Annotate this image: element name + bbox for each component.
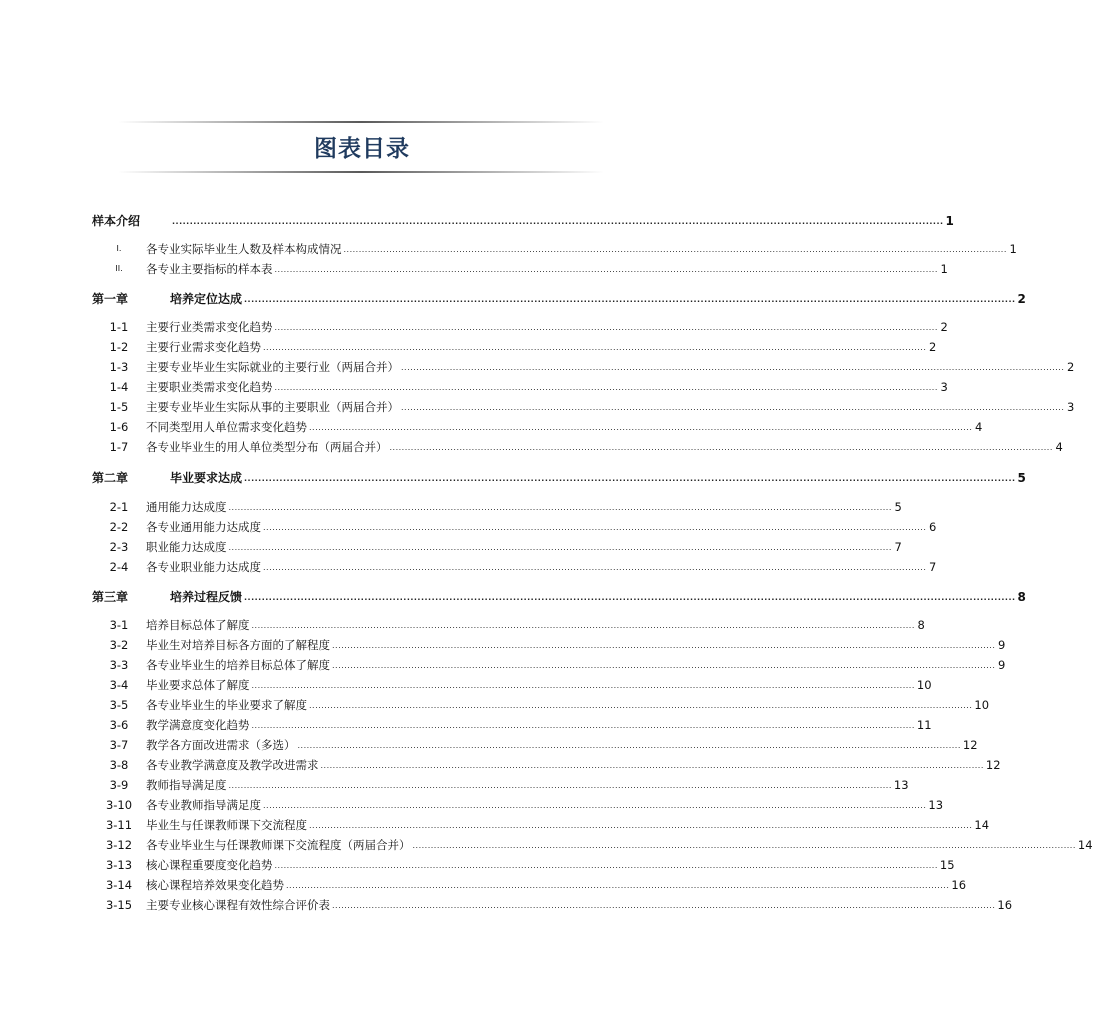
toc-entry-number: 3-5 [109, 698, 129, 712]
toc-page-number: 2 [940, 320, 948, 334]
toc-entry[interactable] [92, 612, 925, 632]
toc-page-number: 2 [929, 340, 937, 354]
toc-entry-number: 1-6 [109, 420, 129, 434]
toc-entry-number: 3-9 [109, 778, 129, 792]
toc-entry-number: 3-8 [109, 758, 129, 772]
toc-entry[interactable] [92, 256, 948, 276]
toc-entry-number: 1-5 [109, 400, 129, 414]
toc-entry-number: 样本介绍 [92, 214, 141, 228]
toc-entry[interactable] [92, 514, 937, 534]
toc-dot-leader: .......................................................................................................................................................................................................................... [274, 323, 938, 332]
toc-entry-number: 第三章 [92, 590, 129, 604]
toc-page-number: 6 [929, 520, 937, 534]
toc-entry-title: 毕业要求达成 [170, 471, 243, 485]
toc-entry[interactable] [92, 354, 1075, 374]
toc-page-number: 9 [998, 658, 1006, 672]
toc-entry-title: 不同类型用人单位需求变化趋势 [146, 420, 307, 434]
toc-entry[interactable] [92, 792, 944, 812]
toc-entry-title: 通用能力达成度 [146, 500, 227, 514]
toc-entry[interactable] [92, 812, 990, 832]
toc-page-number: 13 [928, 798, 944, 812]
toc-dot-leader: .......................................................................................................................................................................................................................... [228, 543, 892, 552]
toc-page-number: 7 [894, 540, 902, 554]
toc-entry[interactable] [92, 652, 1006, 672]
toc-entry-title: 各专业教师指导满足度 [146, 798, 261, 812]
toc-entry-number: 3-12 [105, 838, 133, 852]
toc-chapter-entry[interactable] [92, 465, 1026, 485]
toc-entry-title: 主要行业需求变化趋势 [146, 340, 261, 354]
toc-entry[interactable] [92, 414, 983, 434]
toc-dot-leader: .......................................................................................................................................................................................................................... [389, 443, 1053, 452]
toc-page-number: 4 [1055, 440, 1063, 454]
toc-page-number: 3 [940, 380, 948, 394]
toc-entry-number: 2-3 [109, 540, 129, 554]
toc-entry-number: 第二章 [92, 471, 129, 485]
toc-entry-number: 2-4 [109, 560, 129, 574]
toc-entry-number: 3-7 [109, 738, 129, 752]
page-title: 图表目录 [314, 136, 410, 162]
toc-entry-number: 第一章 [92, 292, 129, 306]
toc-page-number: 16 [951, 878, 967, 892]
toc-page-number: 2 [1017, 292, 1026, 306]
toc-chapter-entry[interactable] [92, 584, 1026, 604]
toc-dot-leader: .......................................................................................................................................................................................................................... [274, 861, 938, 870]
toc-entry-title: 各专业毕业生与任课教师课下交流程度（两届合并） [146, 838, 411, 852]
toc-dot-leader: .......................................................................................................................................................................................................................... [263, 523, 927, 532]
toc-page-number: 10 [916, 678, 932, 692]
toc-page-number: 11 [916, 718, 932, 732]
toc-entry[interactable] [92, 872, 967, 892]
toc-entry-title: 核心课程培养效果变化趋势 [146, 878, 284, 892]
toc-page-number: 9 [998, 638, 1006, 652]
toc-entry[interactable] [92, 554, 937, 574]
toc-dot-leader: .......................................................................................................................................................................................................................... [274, 383, 938, 392]
toc-dot-leader: .......................................................................................................................................................................................................................... [244, 474, 1016, 483]
toc-entry-title: 各专业毕业生的用人单位类型分布（两届合并） [146, 440, 388, 454]
toc-entry-number: 3-3 [109, 658, 129, 672]
toc-page-number: 3 [1067, 400, 1075, 414]
toc-entry[interactable] [92, 632, 1006, 652]
toc-dot-leader: .......................................................................................................................................................................................................................... [251, 721, 915, 730]
toc-entry-title: 各专业职业能力达成度 [146, 560, 261, 574]
toc-entry-title: 毕业生与任课教师课下交流程度 [146, 818, 307, 832]
toc-page-number: 13 [893, 778, 909, 792]
toc-dot-leader: .......................................................................................................................................................................................................................... [401, 363, 1065, 372]
toc-entry[interactable] [92, 752, 1001, 772]
toc-entry[interactable] [92, 672, 932, 692]
toc-entry-title: 各专业实际毕业生人数及样本构成情况 [146, 242, 342, 256]
toc-entry-title: 各专业主要指标的样本表 [146, 262, 273, 276]
toc-entry[interactable] [92, 692, 990, 712]
toc-entry-number: 3-15 [105, 898, 133, 912]
toc-page-number: 2 [1067, 360, 1075, 374]
toc-page-number: 1 [945, 214, 954, 228]
toc-dot-leader: .......................................................................................................................................................................................................................... [332, 901, 996, 910]
toc-chapter-entry[interactable] [92, 286, 1026, 306]
toc-dot-leader: .......................................................................................................................................................................................................................... [244, 295, 1016, 304]
toc-entry-number: 2-1 [109, 500, 129, 514]
toc-page-number: 12 [985, 758, 1001, 772]
toc-entry-title: 各专业通用能力达成度 [146, 520, 261, 534]
toc-dot-leader: .......................................................................................................................................................................................................................... [172, 217, 944, 226]
toc-entry-title: 各专业教学满意度及教学改进需求 [146, 758, 319, 772]
toc-entry[interactable] [92, 334, 937, 354]
toc-entry-title: 教学满意度变化趋势 [146, 718, 250, 732]
toc-entry[interactable] [92, 732, 978, 752]
toc-dot-leader: .......................................................................................................................................................................................................................... [228, 503, 892, 512]
toc-page-number: 10 [974, 698, 990, 712]
toc-dot-leader: .......................................................................................................................................................................................................................... [263, 563, 927, 572]
toc-entry-title: 培养定位达成 [170, 292, 243, 306]
toc-entry-title: 毕业生对培养目标各方面的了解程度 [146, 638, 330, 652]
toc-dot-leader: .......................................................................................................................................................................................................................... [309, 821, 973, 830]
toc-entry-number: I. [116, 244, 122, 253]
toc-page-number: 5 [1017, 471, 1026, 485]
toc-entry[interactable] [92, 832, 1093, 852]
toc-page-number: 1 [940, 262, 948, 276]
toc-entry-title: 主要专业核心课程有效性综合评价表 [146, 898, 330, 912]
toc-entry-number: 3-10 [105, 798, 133, 812]
toc-dot-leader: .......................................................................................................................................................................................................................... [274, 265, 938, 274]
toc-entry-number: 3-1 [109, 618, 129, 632]
toc-entry-number: 1-1 [109, 320, 129, 334]
toc-dot-leader: .......................................................................................................................................................................................................................... [228, 781, 892, 790]
toc-entry-number: 3-11 [105, 818, 133, 832]
toc-entry-title: 职业能力达成度 [146, 540, 227, 554]
toc-dot-leader: .......................................................................................................................................................................................................................... [320, 761, 984, 770]
toc-entry-number: 3-4 [109, 678, 129, 692]
toc-dot-leader: .......................................................................................................................................................................................................................... [309, 701, 973, 710]
title-top-rule [118, 121, 604, 123]
toc-dot-leader: .......................................................................................................................................................................................................................... [412, 841, 1076, 850]
toc-entry-title: 各专业毕业生的毕业要求了解度 [146, 698, 307, 712]
toc-dot-leader: .......................................................................................................................................................................................................................... [251, 621, 915, 630]
toc-entry-number: 1-2 [109, 340, 129, 354]
toc-entry[interactable] [92, 434, 1063, 454]
toc-entry[interactable] [92, 236, 1017, 256]
title-bottom-rule [118, 171, 604, 173]
toc-page-number: 7 [929, 560, 937, 574]
toc-entry-title: 主要专业毕业生实际从事的主要职业（两届合并） [146, 400, 399, 414]
toc-entry-title: 主要专业毕业生实际就业的主要行业（两届合并） [146, 360, 399, 374]
toc-entry-title: 各专业毕业生的培养目标总体了解度 [146, 658, 330, 672]
toc-dot-leader: .......................................................................................................................................................................................................................... [332, 661, 996, 670]
toc-entry-number: II. [115, 264, 123, 273]
toc-page-number: 12 [962, 738, 978, 752]
toc-chapter-entry[interactable] [92, 208, 954, 228]
toc-entry-number: 1-3 [109, 360, 129, 374]
toc-page-number: 8 [917, 618, 925, 632]
toc-page-number: 14 [974, 818, 990, 832]
toc-entry-title: 主要职业类需求变化趋势 [146, 380, 273, 394]
toc-entry-title: 培养过程反馈 [170, 590, 243, 604]
toc-dot-leader: .......................................................................................................................................................................................................................... [297, 741, 961, 750]
toc-dot-leader: .......................................................................................................................................................................................................................... [401, 403, 1065, 412]
toc-entry-title: 毕业要求总体了解度 [146, 678, 250, 692]
toc-entry-title: 教学各方面改进需求（多选） [146, 738, 296, 752]
toc-page-number: 4 [975, 420, 983, 434]
toc-entry[interactable] [92, 394, 1075, 414]
toc-entry-number: 3-6 [109, 718, 129, 732]
toc-dot-leader: .......................................................................................................................................................................................................................... [343, 245, 1007, 254]
toc-dot-leader: .......................................................................................................................................................................................................................... [286, 881, 950, 890]
toc-page-number: 14 [1077, 838, 1093, 852]
toc-page-number: 8 [1017, 590, 1026, 604]
toc-dot-leader: .......................................................................................................................................................................................................................... [332, 641, 996, 650]
toc-entry-number: 2-2 [109, 520, 129, 534]
toc-entry[interactable] [92, 494, 902, 514]
toc-page-number: 5 [894, 500, 902, 514]
toc-entry-title: 教师指导满足度 [146, 778, 227, 792]
toc-dot-leader: .......................................................................................................................................................................................................................... [263, 801, 927, 810]
toc-entry[interactable] [92, 852, 955, 872]
toc-entry-number: 1-4 [109, 380, 129, 394]
toc-entry[interactable] [92, 314, 948, 334]
toc-entry-number: 3-13 [105, 858, 133, 872]
toc-entry[interactable] [92, 374, 948, 394]
toc-entry[interactable] [92, 534, 902, 554]
toc-page-number: 15 [939, 858, 955, 872]
toc-entry-number: 3-2 [109, 638, 129, 652]
toc-entry[interactable] [92, 712, 932, 732]
toc-dot-leader: .......................................................................................................................................................................................................................... [263, 343, 927, 352]
toc-page-number: 1 [1009, 242, 1017, 256]
toc-entry-title: 主要行业类需求变化趋势 [146, 320, 273, 334]
toc-entry[interactable] [92, 772, 909, 792]
toc-entry-title: 核心课程重要度变化趋势 [146, 858, 273, 872]
toc-entry-number: 3-14 [105, 878, 133, 892]
toc-page-number: 16 [997, 898, 1013, 912]
toc-dot-leader: .......................................................................................................................................................................................................................... [309, 423, 973, 432]
toc-dot-leader: .......................................................................................................................................................................................................................... [244, 593, 1016, 602]
toc-entry-title: 培养目标总体了解度 [146, 618, 250, 632]
toc-entry-number: 1-7 [109, 440, 129, 454]
toc-dot-leader: .......................................................................................................................................................................................................................... [251, 681, 915, 690]
toc-entry[interactable] [92, 892, 1013, 912]
